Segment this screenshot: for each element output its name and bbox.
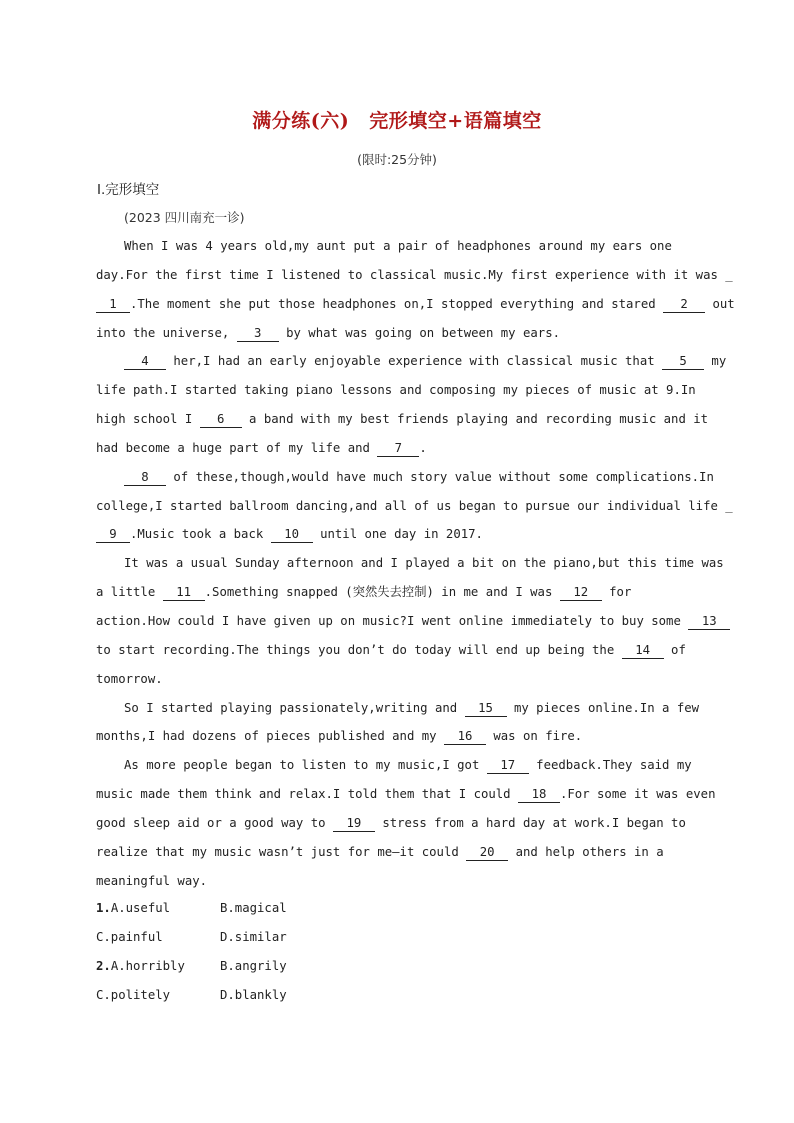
blank-19[interactable]: 19 xyxy=(333,816,375,832)
passage-line: to start recording.The things you don’t do today will end up being the 14 of xyxy=(96,642,686,657)
blank-7[interactable]: 7 xyxy=(377,441,419,457)
option-d[interactable]: D.similar xyxy=(220,930,287,944)
option-c[interactable]: C.painful xyxy=(96,930,163,944)
blank-8[interactable]: 8 xyxy=(124,470,166,486)
passage-line: meaningful way. xyxy=(96,873,208,888)
passage-line: college,I started ballroom dancing,and all of us began to pursue our individual life _ xyxy=(96,498,733,513)
blank-6[interactable]: 6 xyxy=(200,412,242,428)
option-c[interactable]: C.politely xyxy=(96,988,171,1002)
passage-line: music made them think and relax.I told them that I could 18 .For some it was even xyxy=(96,787,716,802)
blank-1[interactable]: 1 xyxy=(96,297,130,313)
option-row xyxy=(96,981,287,1010)
passage-line: high school I 6 a band with my best friends playing and recording music and it xyxy=(96,412,709,427)
answer-options xyxy=(96,894,287,1010)
option-b[interactable]: B.magical xyxy=(220,901,287,915)
option-row xyxy=(96,952,287,981)
blank-13[interactable]: 13 xyxy=(688,614,730,630)
blank-14[interactable]: 14 xyxy=(622,643,664,659)
passage-line: months,I had dozens of pieces published and my 16 was on fire. xyxy=(96,729,583,744)
blank-11[interactable]: 11 xyxy=(163,585,205,601)
blank-3[interactable]: 3 xyxy=(237,326,279,342)
section-heading: Ⅰ.完形填空 xyxy=(97,182,160,198)
passage-line: into the universe, 3 by what was going on between my ears. xyxy=(96,325,560,340)
blank-9[interactable]: 9 xyxy=(96,527,130,543)
blank-12[interactable]: 12 xyxy=(560,585,602,601)
blank-2[interactable]: 2 xyxy=(663,297,705,313)
blank-4[interactable]: 4 xyxy=(124,354,166,370)
question-number: 2. xyxy=(96,959,111,973)
title-main: 满分练(六) xyxy=(252,110,350,132)
passage-line: 9 .Music took a back 10 until one day in 2017. xyxy=(96,520,702,549)
option-row xyxy=(96,923,287,952)
option-a[interactable]: A.useful xyxy=(110,901,171,915)
title-sub: 完形填空+语篇填空 xyxy=(369,110,542,132)
passage-line: realize that my music wasn’t just for me—it could 20 and help others in a xyxy=(96,844,664,859)
blank-16[interactable]: 16 xyxy=(444,729,486,745)
passage-line: As more people began to listen to my music,I got 17 feedback.They said my xyxy=(124,758,692,773)
passage-line: 1 .The moment she put those headphones on,I stopped everything and stared 2 out xyxy=(96,290,702,319)
blank-20[interactable]: 20 xyxy=(466,845,508,861)
blank-18[interactable]: 18 xyxy=(518,787,560,803)
option-b[interactable]: B.angrily xyxy=(220,959,287,973)
blank-15[interactable]: 15 xyxy=(465,701,507,717)
passage-line: tomorrow. xyxy=(96,671,163,686)
question-number: 1. xyxy=(96,901,111,915)
source-note: (2023 四川南充一诊) xyxy=(124,210,245,225)
passage-line: had become a huge part of my life and 7 . xyxy=(96,440,427,455)
passage-line: It was a usual Sunday afternoon and I played a bit on the piano,but this time was xyxy=(124,556,724,571)
passage-line: So I started playing passionately,writing and 15 my pieces online.In a few xyxy=(124,700,700,715)
passage-line: life path.I started taking piano lessons and composing my pieces of music at 9.In xyxy=(96,383,696,398)
page-title xyxy=(0,106,794,133)
time-limit: (限时:25分钟) xyxy=(357,152,437,167)
option-row xyxy=(96,894,287,923)
passage-line: a little 11 .Something snapped (突然失去控制) in me and I was 12 for xyxy=(96,585,632,600)
blank-5[interactable]: 5 xyxy=(662,354,704,370)
passage-line: good sleep aid or a good way to 19 stress from a hard day at work.I began to xyxy=(96,815,686,830)
passage-line: 4 her,I had an early enjoyable experience with classical music that 5 my xyxy=(96,347,702,376)
passage-line: When I was 4 years old,my aunt put a pair of headphones around my ears one xyxy=(124,239,672,253)
blank-10[interactable]: 10 xyxy=(271,527,313,543)
passage-line: action.How could I have given up on music?I went online immediately to buy some 13 xyxy=(96,607,702,636)
cloze-passage xyxy=(96,232,735,895)
passage-line: day.For the first time I listened to classical music.My first experience with it was _ xyxy=(96,267,733,282)
passage-line: 8 of these,though,would have much story value without some complications.In xyxy=(96,463,702,492)
option-d[interactable]: D.blankly xyxy=(220,988,287,1002)
option-a[interactable]: A.horribly xyxy=(110,959,185,973)
blank-17[interactable]: 17 xyxy=(487,758,529,774)
